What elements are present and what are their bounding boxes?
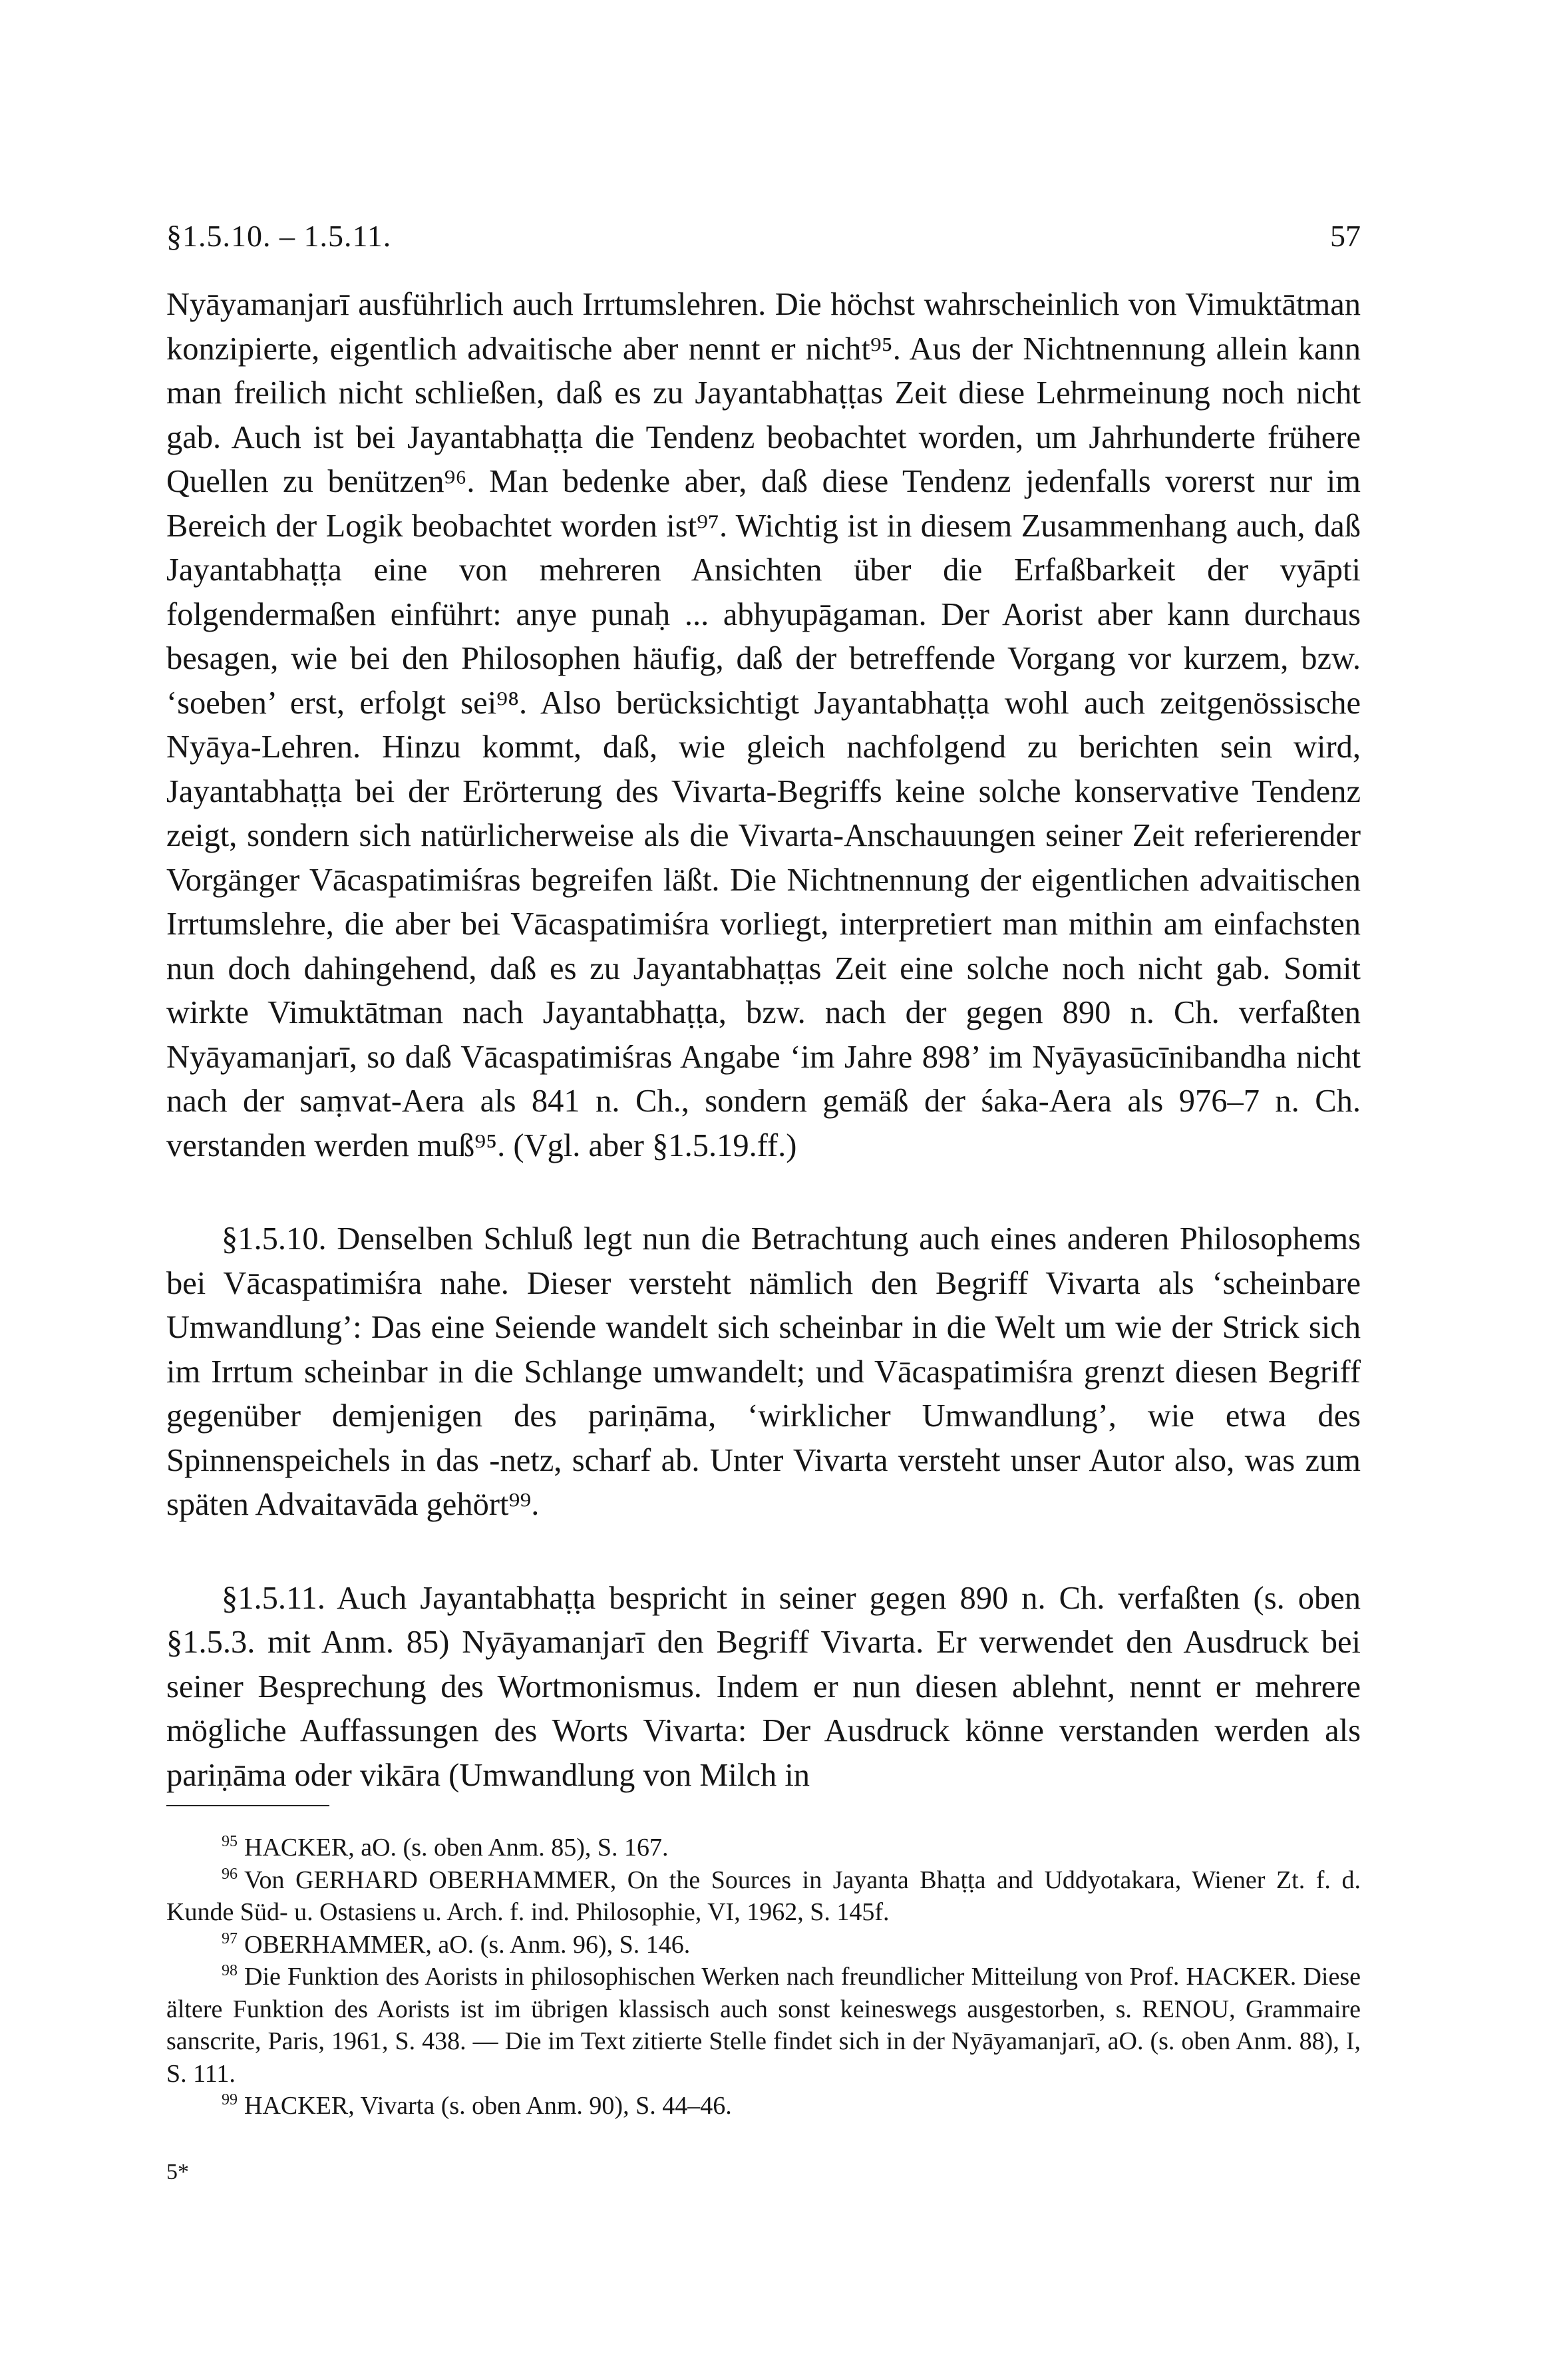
paragraph-section-1-5-10: §1.5.10. Denselben Schluß legt nun die Betrachtung auch eines anderen Philosophems bei Vācaspatimiśra nahe. Dieser versteht nämlich den Begriff Vivarta als ‘scheinbare Umwandlung’: Das eine Seiende wandelt sich scheinbar in die Welt um wie der Strick sich im Irrtum scheinbar in die Schlange umwandelt; und Vācaspatimiśra grenzt diesen Begriff gegenüber demjenigen des pariṇāma, ‘wirklicher Umwandlung’, wie etwa des Spinnenspeichels in das -netz, scharf ab. Unter Vivarta versteht unser Autor also, was zum späten Advaitavāda gehört⁹⁹. xyxy=(166,1221,1361,1522)
paragraph-section-1-5-11: §1.5.11. Auch Jayantabhaṭṭa bespricht in seiner gegen 890 n. Ch. verfaßten (s. oben §1.5.3. mit Anm. 85) Nyāyamanjarī den Begriff Vivarta. Er verwendet den Ausdruck bei seiner Besprechung des Wortmonismus. Indem er nun diesen ablehnt, nennt er mehrere mögliche Auffassungen des Worts Vivarta: Der Ausdruck könne verstanden werden als pariṇāma oder vikāra (Umwandlung von Milch in xyxy=(166,1580,1361,1793)
section-reference: §1.5.10. – 1.5.11. xyxy=(166,219,392,253)
running-head xyxy=(166,213,1361,260)
footnote-text: HACKER, Vivarta (s. oben Anm. 90), S. 44–46. xyxy=(244,2092,732,2120)
footnote xyxy=(166,2090,1361,2122)
footnote xyxy=(166,1832,1361,1864)
page-number: 57 xyxy=(1330,219,1361,253)
footnote-number: 95 xyxy=(222,1833,238,1850)
footnote-number: 96 xyxy=(222,1865,238,1883)
footnote xyxy=(166,1864,1361,1929)
footnote xyxy=(166,1961,1361,2090)
footnote xyxy=(166,1929,1361,1961)
footnote-text: OBERHAMMER, aO. (s. Anm. 96), S. 146. xyxy=(244,1930,691,1959)
footnote-text: HACKER, aO. (s. oben Anm. 85), S. 167. xyxy=(244,1834,669,1862)
signature-mark: 5* xyxy=(166,2160,189,2184)
footnote-text: Die Funktion des Aorists in philosophischen Werken nach freundlicher Mitteilung von Prof. HACKER. Diese ältere Funktion des Aorists ist im übrigen klassisch auch sonst keineswegs ausgestorben, s. RENOU, Grammaire sanscrite, Paris, 1961, S. 438. — Die im Text zitierte Stelle findet sich in der Nyāyamanjarī, aO. (s. oben Anm. 88), I, S. 111. xyxy=(166,1963,1361,2088)
footnote-text: Von GERHARD OBERHAMMER, On the Sources in Jayanta Bhaṭṭa and Uddyotakara, Wiener Zt. f. d. Kunde Süd- u. Ostasiens u. Arch. f. ind. Philosophie, VI, 1962, S. 145f. xyxy=(166,1866,1361,1926)
document-page xyxy=(166,0,1361,2380)
footnote-number: 99 xyxy=(222,2091,238,2108)
footnote-number: 98 xyxy=(222,1962,238,1979)
footnotes xyxy=(166,1832,1361,2122)
paragraph-continuation: Nyāyamanjarī ausführlich auch Irrtumslehren. Die höchst wahrscheinlich von Vimuktātman konzipierte, eigentlich advaitische aber nennt er nicht⁹⁵. Aus der Nichtnennung allein kann man freilich nicht schließen, daß es zu Jayantabhaṭṭas Zeit diese Lehrmeinung noch nicht gab. Auch ist bei Jayantabhaṭṭa die Tendenz beobachtet worden, um Jahrhunderte frühere Quellen zu benützen⁹⁶. Man bedenke aber, daß diese Tendenz jedenfalls vorerst nur im Bereich der Logik beobachtet worden ist⁹⁷. Wichtig ist in diesem Zusammenhang auch, daß Jayantabhaṭṭa eine von mehreren Ansichten über die Erfaßbarkeit der vyāpti folgendermaßen einführt: anye punaḥ ... abhyupāgaman. Der Aorist aber kann durchaus besagen, wie bei den Philosophen häufig, daß der betreffende Vorgang vor kurzem, bzw. ‘soeben’ erst, erfolgt sei⁹⁸. Also berücksichtigt Jayantabhaṭṭa wohl auch zeitgenössische Nyāya-Lehren. Hinzu kommt, daß, wie gleich nachfolgend zu berichten sein wird, Jayantabhaṭṭa bei der Erörterung des Vivarta-Begriffs keine solche konservative Tendenz zeigt, sondern sich natürlicherweise als die Vivarta-Anschauungen seiner Zeit referierender Vorgänger Vācaspatimiśras begreifen läßt. Die Nichtnennung der eigentlichen advaitischen Irrtumslehre, die aber bei Vācaspatimiśra vorliegt, interpretiert man mithin am einfachsten nun doch dahingehend, daß es zu Jayantabhaṭṭas Zeit eine solche noch nicht gab. Somit wirkte Vimuktātman nach Jayantabhaṭṭa, bzw. nach der gegen 890 n. Ch. verfaßten Nyāyamanjarī, so daß Vācaspatimiśras Angabe ‘im Jahre 898’ im Nyāyasūcīnibandha nicht nach der saṃvat-Aera als 841 n. Ch., sondern gemäß der śaka-Aera als 976–7 n. Ch. verstanden werden muß⁹⁵. (Vgl. aber §1.5.19.ff.) xyxy=(166,287,1361,1163)
body-text xyxy=(166,283,1361,1798)
footnote-number: 97 xyxy=(222,1929,238,1947)
footnote-separator xyxy=(166,1805,329,1806)
